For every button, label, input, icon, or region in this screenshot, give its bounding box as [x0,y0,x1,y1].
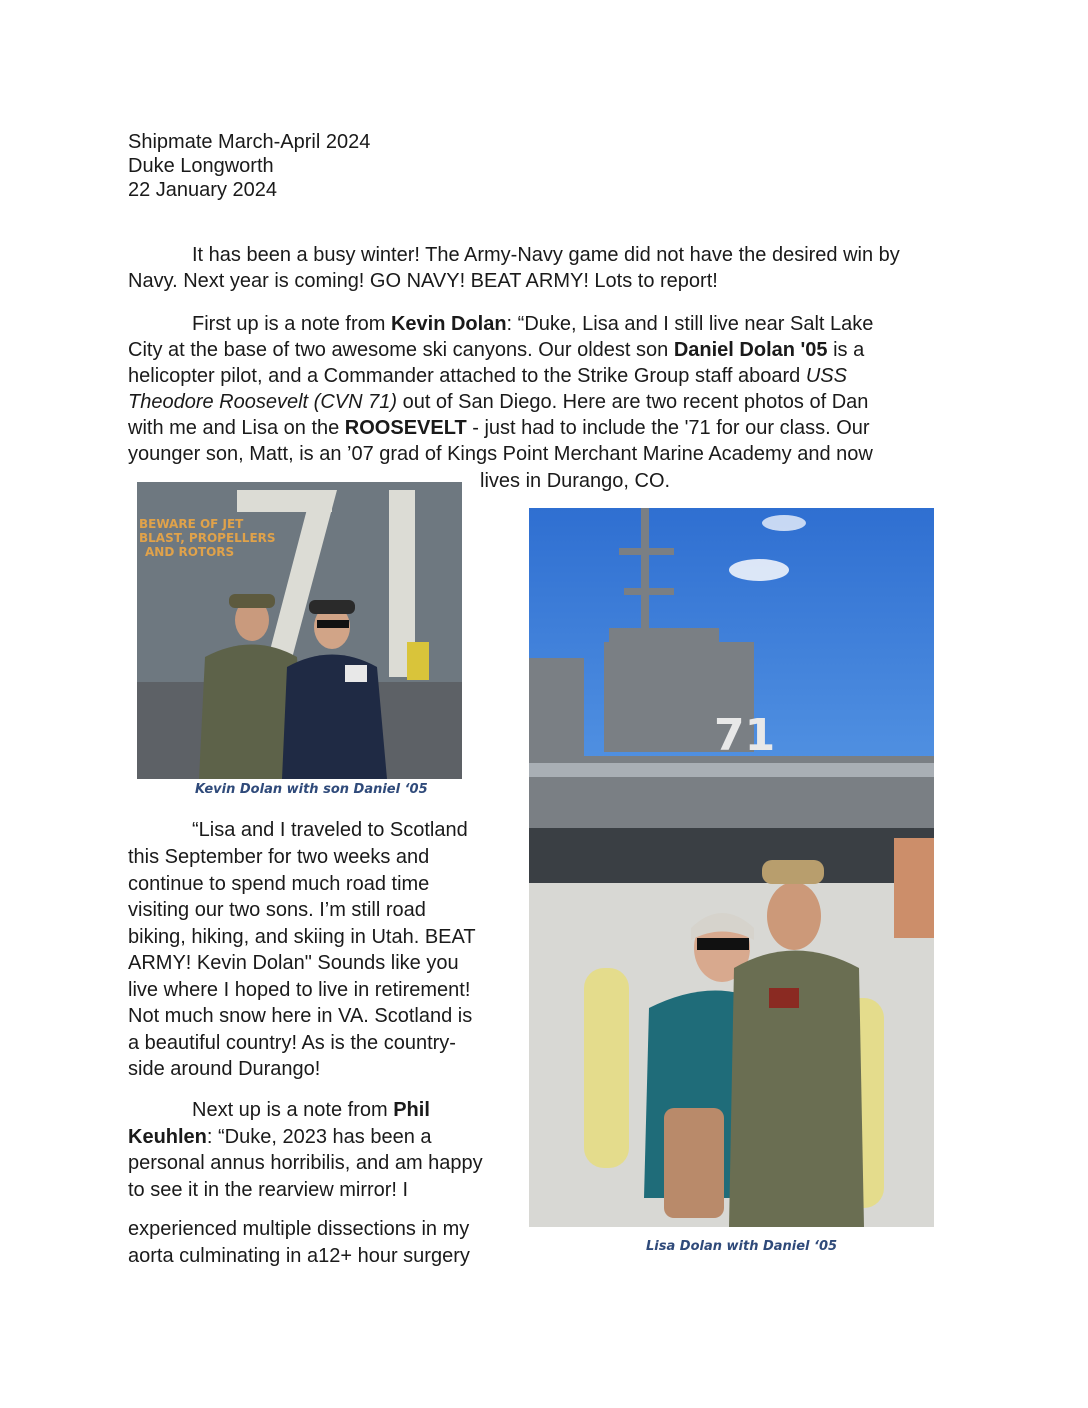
publication-title: Shipmate March-April 2024 [128,131,371,153]
text-line: younger son, Matt, is an ’07 grad of Kings Point Merchant Marine Academy and now [128,443,873,465]
text-line: this September for two weeks and [128,846,430,868]
warning-text-line: BEWARE OF JET [139,517,244,531]
warning-text-line: BLAST, PROPELLERS [139,531,276,545]
photo-caption: Lisa Dolan with Daniel ‘05 [646,1239,838,1254]
text-line: a beautiful country! As is the country- [128,1032,456,1054]
photo-lisa-and-daniel [529,508,934,1227]
text-line: experienced multiple dissections in my [128,1218,470,1240]
text-line: live where I hoped to live in retirement! [128,979,471,1001]
text-line: with me and Lisa on the ROOSEVELT - just had to include the '71 for our class. Our [128,417,870,439]
text-line: personal annus horribilis, and am happy [128,1152,483,1174]
hull-number: 71 [714,710,776,761]
text-line: aorta culminating in a12+ hour surgery [128,1245,470,1267]
text-line: to see it in the rearview mirror! I [128,1179,409,1201]
text-line: Navy. Next year is coming! GO NAVY! BEAT ARMY! Lots to report! [128,270,718,292]
text-line: continue to spend much road time [128,873,430,895]
text-line: side around Durango! [128,1058,321,1080]
text-line: First up is a note from Kevin Dolan: “Duke, Lisa and I still live near Salt Lake [192,313,874,335]
text-line: visiting our two sons. I’m still road [128,899,426,921]
photo-kevin-and-daniel [137,482,462,779]
text-line: Not much snow here in VA. Scotland is [128,1005,473,1027]
text-line: lives in Durango, CO. [480,470,671,492]
author-name: Duke Longworth [128,155,274,177]
text-line: “Lisa and I traveled to Scotland [192,819,468,841]
article-date: 22 January 2024 [128,179,278,201]
text-line: Next up is a note from Phil [192,1099,430,1121]
text-line: Keuhlen: “Duke, 2023 has been a [128,1126,432,1148]
text-line: Theodore Roosevelt (CVN 71) out of San Diego. Here are two recent photos of Dan [128,391,869,413]
warning-text-line: AND ROTORS [145,545,235,559]
text-line: ARMY! Kevin Dolan" Sounds like you [128,952,459,974]
text-line: biking, hiking, and skiing in Utah. BEAT [128,926,476,948]
photo-caption: Kevin Dolan with son Daniel ‘05 [195,782,428,797]
text-line: City at the base of two awesome ski canyons. Our oldest son Daniel Dolan '05 is a [128,339,865,361]
text-line: It has been a busy winter! The Army-Navy game did not have the desired win by [192,244,900,266]
text-line: helicopter pilot, and a Commander attached to the Strike Group staff aboard USS [128,365,847,387]
